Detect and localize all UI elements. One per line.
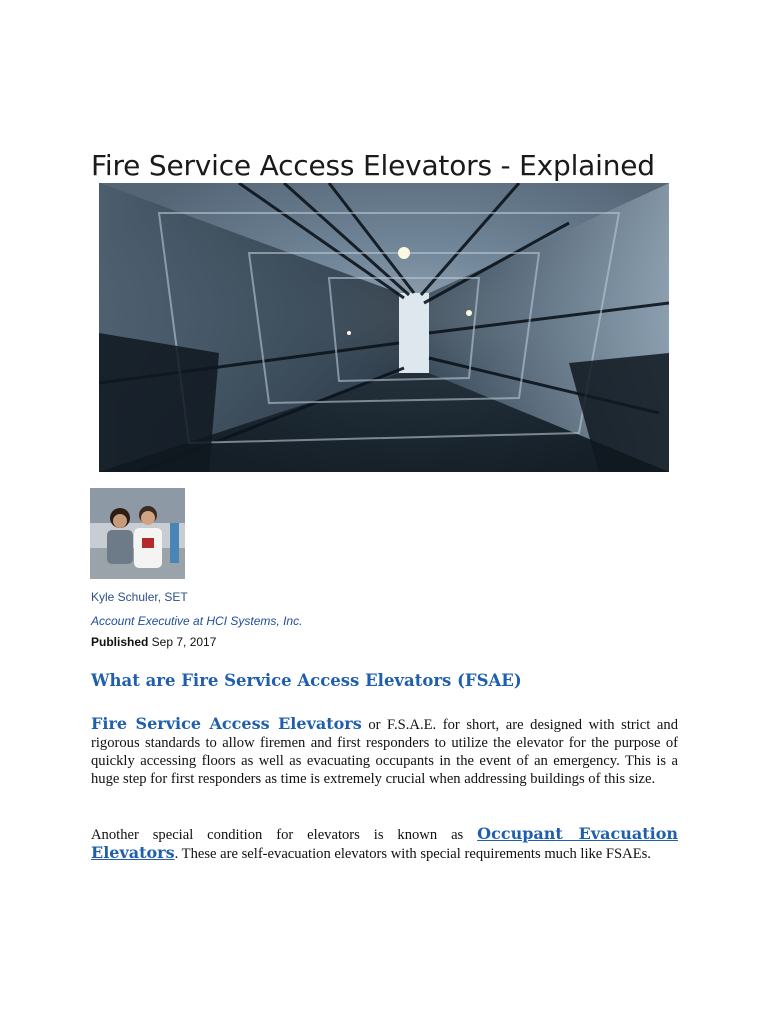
author-name[interactable]: Kyle Schuler, SET [91,590,188,604]
author-photo-illustration [90,488,185,579]
paragraph-oee-text-before: Another special condition for elevators is known as [91,826,478,843]
paragraph-oee-text-after: . These are self-evacuation elevators with special requirements much like FSAEs. [174,845,651,862]
published-label: Published [91,635,149,649]
oee-link[interactable]: Occupant Evacuation Elevators [91,823,679,862]
paragraph-fsae-text: or F.S.A.E. for short, are designed with strict and rigorous standards to allow firemen and first responders to utilize the elevator for the purpose of quickly accessing floors as well as evacuating occupants in the event of an emergency. This is a huge step for first responders as time is extremely crucial when addressing buildings of this size. [91,716,678,788]
author-role: Account Executive at HCI Systems, Inc. [91,614,303,628]
published-date [91,635,216,649]
fsae-link[interactable]: Fire Service Access Elevators [91,713,362,733]
paragraph-fsae [91,715,678,789]
paragraph-oee [91,825,678,864]
article-title: Fire Service Access Elevators - Explained [91,148,655,182]
section-heading: What are Fire Service Access Elevators (FSAE) [91,670,522,690]
author-avatar[interactable] [90,488,185,579]
elevator-shaft-illustration [99,183,669,472]
published-date-value: Sep 7, 2017 [148,635,217,649]
hero-image [99,183,669,472]
